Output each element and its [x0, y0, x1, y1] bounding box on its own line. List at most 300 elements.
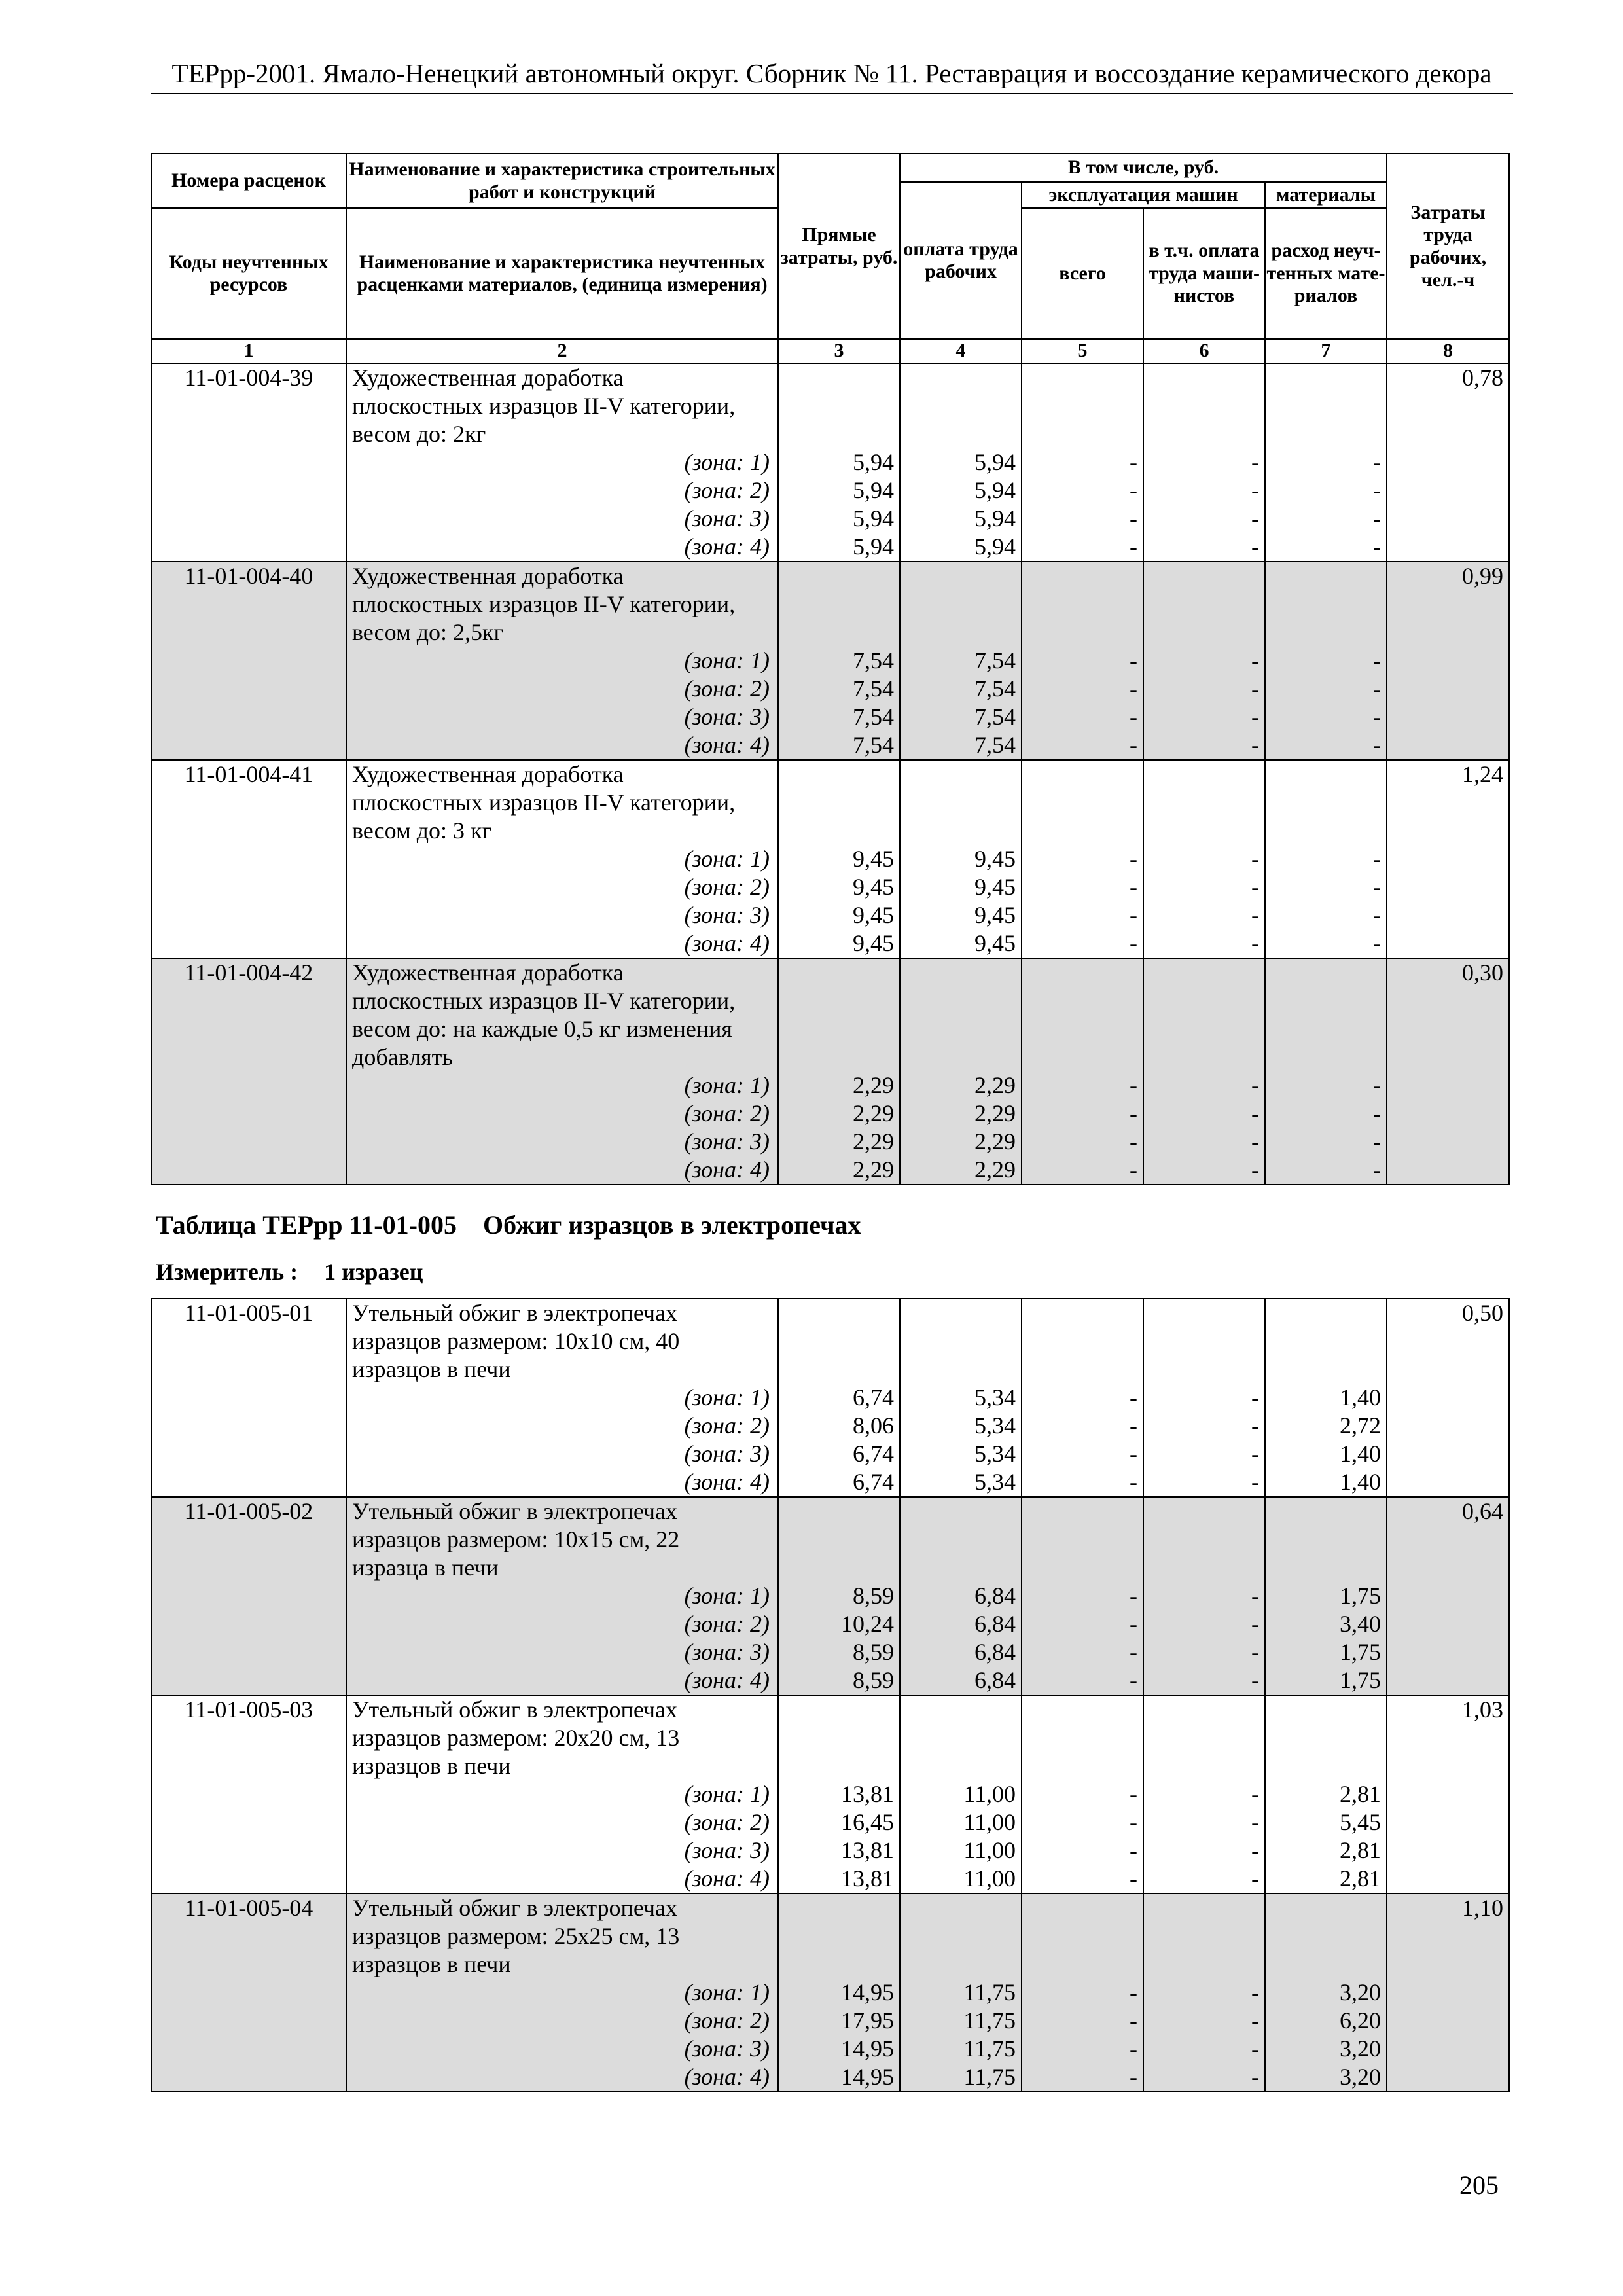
spacer: [901, 1526, 1016, 1554]
cell-line: -: [1373, 902, 1381, 928]
spacer: [1022, 1724, 1137, 1752]
cell-line: 13,81: [841, 1781, 894, 1807]
cell-line: 1,10: [1462, 1895, 1503, 1921]
spacer: [901, 789, 1016, 817]
cell-line: -: [1130, 1667, 1137, 1693]
labor-pay-cell: [900, 1893, 1022, 2092]
cell-line: изразцов размером: 10х10 см, 40: [352, 1328, 680, 1354]
col-materials: материалы: [1265, 182, 1387, 208]
column-header-table: [151, 153, 1510, 364]
cell-line: плоскостных изразцов II-V категории,: [352, 591, 736, 617]
spacer: [779, 1950, 894, 1979]
cell-line: 9,45: [853, 930, 894, 956]
spacer: [779, 392, 894, 420]
spacer: [779, 789, 894, 817]
cell-line: -: [1130, 2036, 1137, 2062]
spacer: [779, 1327, 894, 1355]
spacer: [1144, 562, 1259, 590]
spacer: [779, 590, 894, 619]
zone-label: (зона: 3): [684, 2036, 770, 2062]
spacer: [901, 364, 1016, 392]
cell-line: -: [1130, 1072, 1137, 1098]
rate-row: [151, 562, 1509, 760]
cell-line: -: [1251, 1128, 1259, 1155]
cell-line: 16,45: [841, 1809, 894, 1835]
cell-line: 6,84: [974, 1611, 1016, 1637]
cell-line: -: [1130, 1412, 1137, 1439]
rate-name: [346, 562, 778, 760]
labor-pay-cell: [900, 1497, 1022, 1695]
spacer: [1144, 1355, 1259, 1384]
spacer: [901, 1015, 1016, 1043]
cell-line: изразцов в печи: [352, 1753, 511, 1779]
cell-line: -: [1130, 902, 1137, 928]
zone-label: (зона: 4): [684, 732, 770, 758]
direct-costs-cell: [778, 1695, 900, 1893]
cell-line: 2,81: [1340, 1865, 1381, 1892]
spacer: [779, 1526, 894, 1554]
cell-line: -: [1373, 846, 1381, 872]
spacer: [1144, 817, 1259, 845]
cell-line: 1,03: [1462, 1696, 1503, 1723]
spacer: [1266, 590, 1381, 619]
cell-line: -: [1130, 732, 1137, 758]
cell-line: 7,54: [853, 647, 894, 673]
cell-line: 11-01-005-01: [184, 1300, 313, 1326]
rate-code: [151, 363, 346, 562]
cell-line: 11-01-004-40: [184, 563, 313, 589]
cell-line: 7,54: [974, 675, 1016, 702]
spacer: [1144, 1724, 1259, 1752]
cell-line: -: [1373, 1128, 1381, 1155]
cell-line: 11-01-004-42: [184, 960, 313, 986]
cell-line: добавлять: [352, 1044, 453, 1070]
spacer: [1144, 761, 1259, 789]
cell-line: 0,78: [1462, 365, 1503, 391]
cell-line: 3,20: [1340, 2064, 1381, 2090]
zone-label: (зона: 1): [684, 846, 770, 872]
cell-line: 2,29: [853, 1072, 894, 1098]
cell-line: 9,45: [853, 874, 894, 900]
cell-line: -: [1373, 930, 1381, 956]
spacer: [1266, 1554, 1381, 1582]
spacer: [1022, 1327, 1137, 1355]
rate-code: [151, 1299, 346, 1497]
spacer: [1144, 1922, 1259, 1950]
cell-line: -: [1130, 1157, 1137, 1183]
cell-line: -: [1251, 704, 1259, 730]
col-number: 3: [778, 339, 900, 363]
cell-line: -: [1251, 874, 1259, 900]
cell-line: -: [1130, 1865, 1137, 1892]
spacer: [901, 619, 1016, 647]
cell-line: -: [1251, 846, 1259, 872]
spacer: [779, 1355, 894, 1384]
spacer: [1022, 1498, 1137, 1526]
spacer: [1266, 1752, 1381, 1780]
spacer: [901, 1724, 1016, 1752]
rate-name: [346, 1299, 778, 1497]
machinist-pay-cell: [1143, 562, 1265, 760]
col-number: 7: [1265, 339, 1387, 363]
spacer: [1266, 817, 1381, 845]
spacer: [901, 1752, 1016, 1780]
cell-line: -: [1251, 1469, 1259, 1495]
direct-costs-cell: [778, 1299, 900, 1497]
spacer: [901, 1498, 1016, 1526]
zone-label: (зона: 2): [684, 1100, 770, 1126]
labor-pay-cell: [900, 1695, 1022, 1893]
measure-unit: [156, 1258, 423, 1285]
cell-line: -: [1130, 477, 1137, 503]
rate-code: [151, 1695, 346, 1893]
spacer: [779, 1043, 894, 1071]
spacer: [1266, 1327, 1381, 1355]
cell-line: 0,50: [1462, 1300, 1503, 1326]
spacer: [779, 420, 894, 448]
cell-line: Утельный обжиг в электропечах: [352, 1498, 677, 1524]
rate-row: [151, 1695, 1509, 1893]
cell-line: изразцов размером: 25х25 см, 13: [352, 1923, 680, 1949]
table-title: [156, 1210, 861, 1240]
rate-name: [346, 760, 778, 958]
cell-line: Утельный обжиг в электропечах: [352, 1300, 677, 1326]
spacer: [1266, 1922, 1381, 1950]
cell-line: -: [1251, 732, 1259, 758]
cell-line: 1,40: [1340, 1469, 1381, 1495]
machinist-pay-cell: [1143, 760, 1265, 958]
cell-line: 11,75: [963, 2064, 1016, 2090]
spacer: [901, 562, 1016, 590]
direct-costs-cell: [778, 958, 900, 1185]
zone-label: (зона: 2): [684, 477, 770, 503]
unaccounted-materials-cell: [1265, 760, 1387, 958]
cell-line: Художественная доработка: [352, 960, 624, 986]
zone-label: (зона: 4): [684, 1865, 770, 1892]
unaccounted-materials-cell: [1265, 363, 1387, 562]
cell-line: -: [1251, 1412, 1259, 1439]
spacer: [1022, 789, 1137, 817]
cell-line: весом до: 2,5кг: [352, 619, 504, 645]
machines-total-cell: [1022, 1893, 1143, 2092]
rate-name: [346, 363, 778, 562]
cell-line: 2,29: [974, 1157, 1016, 1183]
cell-line: -: [1130, 1100, 1137, 1126]
rate-row: [151, 1299, 1509, 1497]
spacer: [901, 987, 1016, 1015]
cell-line: -: [1373, 449, 1381, 475]
cell-line: -: [1130, 449, 1137, 475]
unaccounted-materials-cell: [1265, 1893, 1387, 2092]
zone-label: (зона: 3): [684, 1837, 770, 1863]
zone-label: (зона: 1): [684, 1781, 770, 1807]
spacer: [779, 817, 894, 845]
spacer: [1266, 1724, 1381, 1752]
col-resource-codes: Коды неучтенных ресурсов: [151, 208, 346, 339]
col-number: 8: [1387, 339, 1509, 363]
unaccounted-materials-cell: [1265, 958, 1387, 1185]
cell-line: 8,59: [853, 1639, 894, 1665]
cell-line: -: [1251, 1809, 1259, 1835]
cell-line: -: [1373, 732, 1381, 758]
cell-line: 11-01-005-02: [184, 1498, 313, 1524]
cell-line: -: [1130, 1781, 1137, 1807]
cell-line: 5,94: [974, 533, 1016, 560]
cell-line: -: [1251, 1667, 1259, 1693]
spacer: [1144, 392, 1259, 420]
cell-line: -: [1251, 675, 1259, 702]
page-header: ТЕРрр-2001. Ямало-Ненецкий автономный округ. Сборник № 11. Реставрация и воссоздание керамического декора: [151, 58, 1513, 94]
cell-line: -: [1251, 647, 1259, 673]
rate-code: [151, 958, 346, 1185]
cell-line: -: [1251, 2007, 1259, 2034]
table-number: Таблица ТЕРрр 11-01-005: [156, 1210, 457, 1240]
spacer: [1266, 789, 1381, 817]
col-labor-costs: Затраты труда рабочих, чел.-ч: [1387, 154, 1509, 339]
spacer: [1022, 1696, 1137, 1724]
rate-code: [151, 1893, 346, 2092]
machinist-pay-cell: [1143, 958, 1265, 1185]
unaccounted-materials-cell: [1265, 1695, 1387, 1893]
spacer: [1266, 1498, 1381, 1526]
zone-label: (зона: 3): [684, 1639, 770, 1665]
zone-label: (зона: 3): [684, 902, 770, 928]
spacer: [779, 1724, 894, 1752]
cell-line: 5,94: [853, 533, 894, 560]
cell-line: 7,54: [853, 704, 894, 730]
spacer: [1144, 364, 1259, 392]
rate-code: [151, 1497, 346, 1695]
spacer: [901, 590, 1016, 619]
cell-line: -: [1130, 1611, 1137, 1637]
col-including: В том числе, руб.: [900, 154, 1387, 182]
cell-line: плоскостных изразцов II-V категории,: [352, 393, 736, 419]
cell-line: 6,74: [853, 1441, 894, 1467]
spacer: [1144, 619, 1259, 647]
spacer: [901, 392, 1016, 420]
zone-label: (зона: 1): [684, 1979, 770, 2005]
page-number: 205: [1459, 2170, 1499, 2200]
spacer: [1266, 1894, 1381, 1922]
rate-name: [346, 1893, 778, 2092]
cell-line: 1,75: [1340, 1583, 1381, 1609]
machinist-pay-cell: [1143, 1299, 1265, 1497]
spacer: [1266, 1950, 1381, 1979]
cell-line: -: [1251, 1384, 1259, 1410]
spacer: [1266, 1043, 1381, 1071]
labor-pay-cell: [900, 958, 1022, 1185]
spacer: [1144, 1043, 1259, 1071]
spacer: [901, 1355, 1016, 1384]
direct-costs-cell: [778, 1893, 900, 2092]
cell-line: -: [1130, 1639, 1137, 1665]
labor-costs-cell: [1387, 958, 1509, 1185]
cell-line: Художественная доработка: [352, 365, 624, 391]
spacer: [779, 1752, 894, 1780]
spacer: [901, 761, 1016, 789]
zone-label: (зона: 2): [684, 1809, 770, 1835]
cell-line: 2,81: [1340, 1837, 1381, 1863]
zone-label: (зона: 4): [684, 1667, 770, 1693]
spacer: [1266, 761, 1381, 789]
cell-line: -: [1373, 647, 1381, 673]
cell-line: 11,00: [963, 1781, 1016, 1807]
cell-line: Художественная доработка: [352, 761, 624, 787]
col-machines-total: всего: [1022, 208, 1143, 339]
zone-label: (зона: 4): [684, 1157, 770, 1183]
spacer: [1022, 1554, 1137, 1582]
spacer: [1266, 1355, 1381, 1384]
zone-label: (зона: 1): [684, 1583, 770, 1609]
spacer: [1022, 1752, 1137, 1780]
rate-row: [151, 958, 1509, 1185]
spacer: [1144, 1299, 1259, 1327]
cell-line: изразцов размером: 20х20 см, 13: [352, 1725, 680, 1751]
cell-line: изразцов в печи: [352, 1951, 511, 1977]
spacer: [1022, 420, 1137, 448]
cell-line: 8,59: [853, 1583, 894, 1609]
spacer: [1144, 959, 1259, 987]
spacer: [901, 1299, 1016, 1327]
spacer: [779, 619, 894, 647]
cell-line: -: [1130, 704, 1137, 730]
cell-line: 2,72: [1340, 1412, 1381, 1439]
col-number: 2: [346, 339, 778, 363]
spacer: [1022, 1950, 1137, 1979]
cell-line: 11,75: [963, 2007, 1016, 2034]
zone-label: (зона: 3): [684, 704, 770, 730]
spacer: [779, 1696, 894, 1724]
unaccounted-materials-cell: [1265, 1497, 1387, 1695]
spacer: [1266, 959, 1381, 987]
cell-line: -: [1130, 1583, 1137, 1609]
cell-line: 9,45: [853, 846, 894, 872]
col-labor-pay: оплата труда рабочих: [900, 182, 1022, 339]
cell-line: 11-01-005-04: [184, 1895, 313, 1921]
cell-line: 7,54: [853, 732, 894, 758]
zone-label: (зона: 1): [684, 449, 770, 475]
cell-line: -: [1251, 1100, 1259, 1126]
cell-line: 6,74: [853, 1384, 894, 1410]
cell-line: 11,00: [963, 1837, 1016, 1863]
spacer: [1022, 1355, 1137, 1384]
zone-label: (зона: 2): [684, 1611, 770, 1637]
zone-label: (зона: 3): [684, 1128, 770, 1155]
spacer: [1266, 1015, 1381, 1043]
cell-line: 7,54: [974, 647, 1016, 673]
spacer: [901, 1696, 1016, 1724]
cell-line: 10,24: [841, 1611, 894, 1637]
spacer: [1144, 1752, 1259, 1780]
cell-line: -: [1130, 2007, 1137, 2034]
cell-line: -: [1130, 675, 1137, 702]
labor-costs-cell: [1387, 1299, 1509, 1497]
spacer: [779, 364, 894, 392]
cell-line: 7,54: [974, 732, 1016, 758]
col-number: 6: [1143, 339, 1265, 363]
spacer: [779, 1894, 894, 1922]
spacer: [1144, 1554, 1259, 1582]
cell-line: -: [1251, 505, 1259, 531]
cell-line: весом до: 3 кг: [352, 817, 492, 844]
spacer: [901, 1894, 1016, 1922]
zone-label: (зона: 1): [684, 1384, 770, 1410]
direct-costs-cell: [778, 1497, 900, 1695]
cell-line: -: [1130, 505, 1137, 531]
machinist-pay-cell: [1143, 1695, 1265, 1893]
cell-line: 5,94: [974, 477, 1016, 503]
cell-line: -: [1251, 477, 1259, 503]
cell-line: -: [1130, 1469, 1137, 1495]
cell-line: 14,95: [841, 2064, 894, 2090]
unaccounted-materials-cell: [1265, 562, 1387, 760]
cell-line: -: [1251, 930, 1259, 956]
cell-line: -: [1130, 1979, 1137, 2005]
labor-pay-cell: [900, 363, 1022, 562]
col-number: 5: [1022, 339, 1143, 363]
direct-costs-cell: [778, 760, 900, 958]
spacer: [1022, 392, 1137, 420]
col-work-name: Наименование и характеристика строительных работ и конструкций: [346, 154, 778, 208]
cell-line: -: [1251, 1781, 1259, 1807]
col-rate-numbers: Номера расценок: [151, 154, 346, 208]
cell-line: -: [1373, 1072, 1381, 1098]
cell-line: 11,00: [963, 1865, 1016, 1892]
machines-total-cell: [1022, 1299, 1143, 1497]
spacer: [1144, 1498, 1259, 1526]
cell-line: 5,94: [853, 477, 894, 503]
zone-label: (зона: 4): [684, 2064, 770, 2090]
cell-line: 5,34: [974, 1412, 1016, 1439]
spacer: [1144, 1894, 1259, 1922]
spacer: [1022, 619, 1137, 647]
spacer: [779, 1299, 894, 1327]
cell-line: 11,75: [963, 1979, 1016, 2005]
labor-costs-cell: [1387, 760, 1509, 958]
cell-line: 5,94: [974, 449, 1016, 475]
spacer: [1266, 562, 1381, 590]
cell-line: 5,34: [974, 1384, 1016, 1410]
machines-total-cell: [1022, 1695, 1143, 1893]
spacer: [1022, 987, 1137, 1015]
cell-line: 5,34: [974, 1469, 1016, 1495]
spacer: [1022, 1922, 1137, 1950]
machines-total-cell: [1022, 363, 1143, 562]
cell-line: -: [1373, 874, 1381, 900]
cell-line: 6,74: [853, 1469, 894, 1495]
rates-table-11-01-005: [151, 1298, 1510, 2092]
cell-line: -: [1130, 1809, 1137, 1835]
zone-label: (зона: 3): [684, 1441, 770, 1467]
spacer: [901, 1554, 1016, 1582]
cell-line: 9,45: [974, 930, 1016, 956]
spacer: [779, 987, 894, 1015]
table-name: Обжиг изразцов в электропечах: [482, 1210, 861, 1240]
cell-line: изразцов размером: 10х15 см, 22: [352, 1526, 680, 1552]
labor-costs-cell: [1387, 1893, 1509, 2092]
cell-line: -: [1373, 675, 1381, 702]
rate-name: [346, 958, 778, 1185]
cell-line: -: [1251, 1865, 1259, 1892]
col-unaccounted-materials: расход неуч-тенных мате-риалов: [1265, 208, 1387, 339]
direct-costs-cell: [778, 363, 900, 562]
spacer: [1022, 1299, 1137, 1327]
cell-line: 0,64: [1462, 1498, 1503, 1524]
cell-line: -: [1251, 1072, 1259, 1098]
spacer: [1266, 1696, 1381, 1724]
zone-label: (зона: 4): [684, 1469, 770, 1495]
col-machinist-pay: в т.ч. оплата труда маши-нистов: [1143, 208, 1265, 339]
